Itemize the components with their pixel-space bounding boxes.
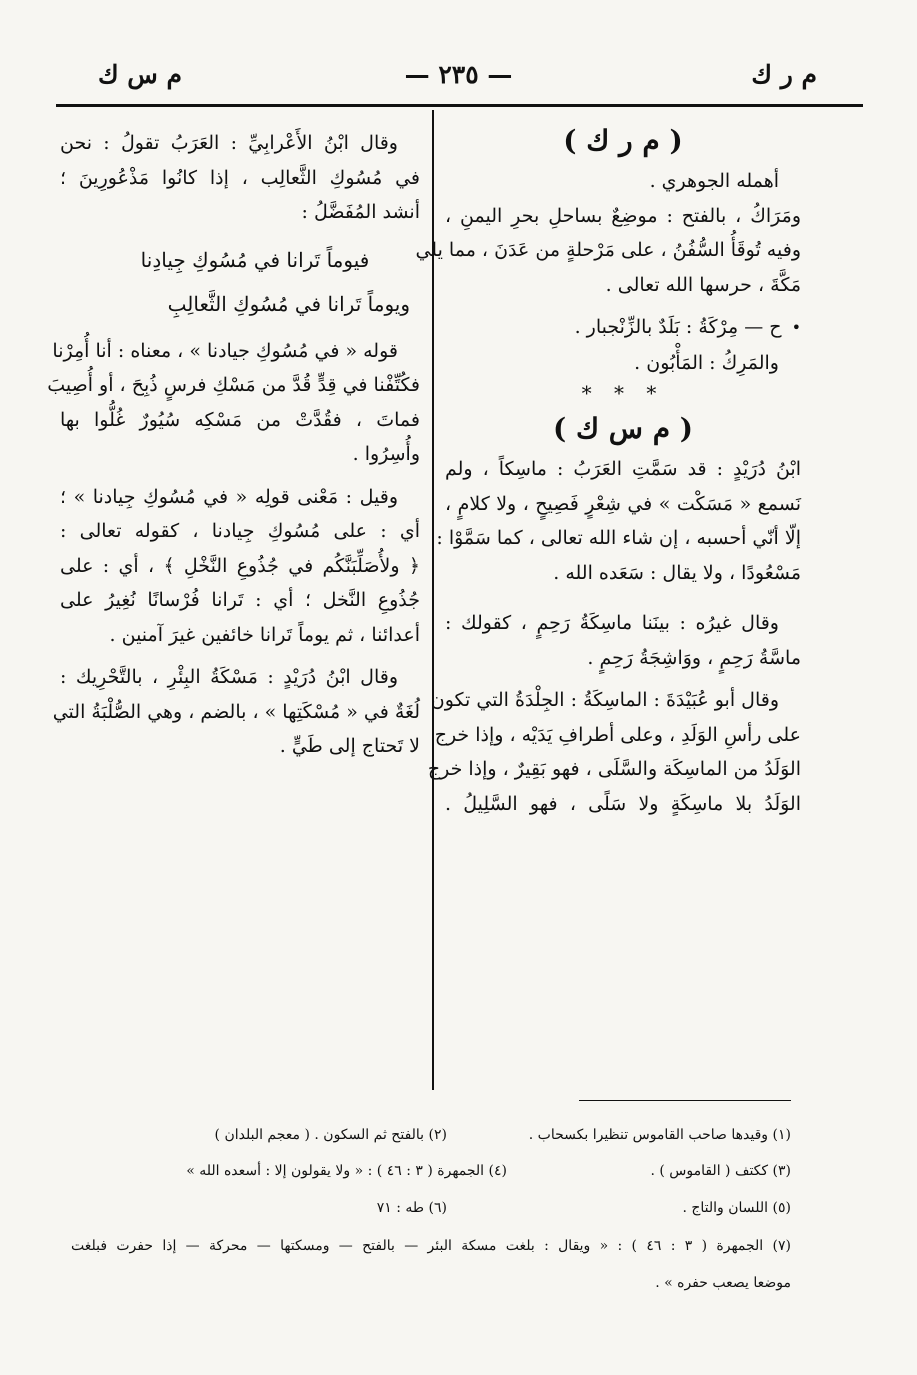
footnote-text: الجمهرة ( ٣ : ٤٦ ) : « ويقال : بلغت مسكة البئر — بالفتح — ومسكتها — محركة — إذا حفرت فبلغت [71, 1238, 764, 1254]
text-line: وقال غيرُه : بينَنا ماسِكَةُ رَحِمٍ ، كقولك : [445, 612, 779, 634]
supplement-note-line [445, 310, 801, 346]
text-line: الوَلَدُ بلا ماسِكَةٍ ولا سَلًى ، فهو السَّلِيلُ . [445, 792, 801, 815]
section-separator-stars: * * * [581, 381, 665, 405]
text-line: وأُسِرُوا . [352, 443, 420, 465]
paragraph [427, 683, 801, 821]
text-line: أي : على مُسُوكِ جِيادنا ، كقوله تعالى : [60, 520, 420, 542]
text-line: وقيل : مَعْنى قولِه « في مُسُوكِ جِيادنا » ؛ [60, 485, 398, 508]
footnote-number: (٢) [428, 1127, 447, 1143]
footnote-number: (٧) [772, 1238, 791, 1254]
text-line: وقال ابْنُ الأَعْرابِيِّ : العَرَبُ تقولُ : نحن [60, 132, 398, 154]
entry-heading-mrk: ( م ر ك ) [563, 124, 683, 157]
footnote-text: الجمهرة ( ٣ : ٤٦ ) : « ولا يقولون إلا : أسعده الله » [186, 1163, 485, 1179]
footnote-7-continued [655, 1272, 791, 1294]
text-line: وقال أبو عُبَيْدَةَ : الماسِكَةُ : الجِلْدَةُ التي تكون [430, 689, 779, 711]
footnote-1 [529, 1124, 791, 1146]
header-rule [56, 104, 863, 107]
text-line: أهمله الجوهري . [649, 170, 779, 192]
footnote-text: موضعا يصعب حفره » . [655, 1275, 791, 1291]
entry-heading-msk: ( م س ك ) [552, 412, 694, 445]
right-column [415, 118, 801, 821]
paragraph [445, 606, 801, 675]
paragraph [60, 480, 420, 653]
footnote-3 [650, 1160, 791, 1182]
text-line: على رأسِ الوَلَدِ ، وعلى أطرافِ يَدَيْه ، وإذا خرج [434, 723, 801, 746]
footnote-text: طه : ٧١ [376, 1200, 425, 1216]
footnote-number: (٦) [428, 1200, 447, 1216]
footnote-number: (٥) [772, 1200, 791, 1216]
text-line: ابْنُ دُرَيْدٍ : قد سَمَّتِ العَرَبُ : ماسِكاً ، ولم [445, 458, 801, 480]
footnote-4 [186, 1160, 507, 1182]
footnote-number: (٤) [488, 1163, 507, 1179]
text-line: نَسمع « مَسَكْت » في شِعْرٍ فَصِيحٍ ، ولا كلامٍ ، [445, 492, 801, 515]
running-head-left: م س ك [98, 60, 183, 89]
footnote-text: اللسان والتاج . [682, 1200, 769, 1216]
paragraph [60, 126, 420, 230]
paragraph [47, 334, 420, 472]
text-line: فكُتِّفْنا في قِدٍّ قُدَّ من مَسْكِ فرسٍ ذُبِحَ ، أو أُصِيبَ [47, 374, 420, 396]
text-line: ومَرَاكُ ، بالفتح : موضِعٌ بساحلِ بحرِ اليمنِ ، [445, 204, 801, 227]
footnote-number: (١) [772, 1127, 791, 1143]
note-text: ح — مِرْكَةُ : بَلَدٌ بالزِّنْجبار . [574, 316, 782, 338]
footnote-6 [377, 1197, 447, 1219]
text-line: ماسَّةُ رَحِمٍ ، ووَاشِجَةُ رَحِمٍ . [587, 646, 801, 669]
bullet-marker: • [791, 318, 801, 337]
left-column [47, 118, 420, 764]
paragraph [436, 452, 801, 590]
text-line: لا تَحتاج إلى طَيٍّ . [279, 735, 420, 757]
text-line: جُذُوعِ النَّخل ؛ أي : تَرانا فُرْسانًا نُغِيرُ على [60, 589, 420, 611]
quran-quote-line: ﴿ ولأُصَلِّبَنَّكُم في جُذُوعِ النَّخْلِ ﴾ ، أي : على [60, 554, 420, 577]
text-line: والمَرِكُ : المَأْبُون . [634, 351, 779, 374]
footnote-text: بالفتح ثم السكون . ( معجم البلدان ) [214, 1127, 425, 1143]
verse-hemistich-1: فيوماً تَرانا في مُسُوكِ جِيادِنا [140, 247, 370, 272]
footnote-number: (٣) [772, 1163, 791, 1179]
paragraph [415, 164, 801, 302]
footnote-text: ككتف ( القاموس ) . [650, 1163, 769, 1179]
page-number: — ٢٣٥ — [404, 60, 513, 89]
footnote-rule [579, 1100, 791, 1101]
text-line: مَكَّةَ ، حرسها الله تعالى . [605, 273, 801, 296]
footnote-7 [71, 1235, 791, 1257]
running-head-right: م ر ك [751, 60, 817, 89]
text-line: أعدائنا ، ثم يوماً تَرانا خائفين غيرَ آمنين . [109, 623, 420, 646]
verse-hemistich-2: ويوماً تَرانا في مُسُوكِ الثَّعالِبِ [167, 291, 410, 316]
paragraph [52, 660, 420, 764]
text-line: لُغَةٌ في « مُسْكَتِها » ، بالضم ، وهي الصُّلْبَةُ التي [52, 700, 420, 723]
text-line: مَسْعُودًا ، ولا يقال : سَعَده الله . [553, 561, 801, 584]
text-line: فماتَ ، فقُدَّتْ من مَسْكِه سُيُورٌ غُلُّوا بها [60, 408, 420, 431]
text-line: أنشد المُفَضَّلُ : [301, 201, 420, 223]
footnote-text: وقيدها صاحب القاموس تنظيرا بكسحاب . [528, 1127, 769, 1143]
footnote-2 [215, 1124, 447, 1146]
text-line: وفيه تُوقَأُ السُّفُنُ ، على مَرْحلةٍ من عَدَنَ ، مما يلي [415, 239, 801, 261]
text-line: في مُسُوكِ الثَّعالِب ، إذا كانُوا مَذْعُورِينَ ؛ [60, 166, 420, 189]
footnote-5 [682, 1197, 791, 1219]
text-line: قوله « في مُسُوكِ جيادنا » ، معناه : أنا أُمِرْنا [52, 339, 398, 362]
text-line: الوَلَدُ من الماسِكَة والسَّلَى ، فهو بَقِيرٌ ، وإذا خرج [427, 758, 801, 780]
text-line: وقال ابْنُ دُرَيْدٍ : مَسْكَةُ البِئْرِ ، بالتَّحْرِيك : [60, 666, 398, 688]
text-line: إلّا أنّي أحسبه ، إن شاء الله تعالى ، كما سَمَّوْا : [436, 527, 801, 549]
